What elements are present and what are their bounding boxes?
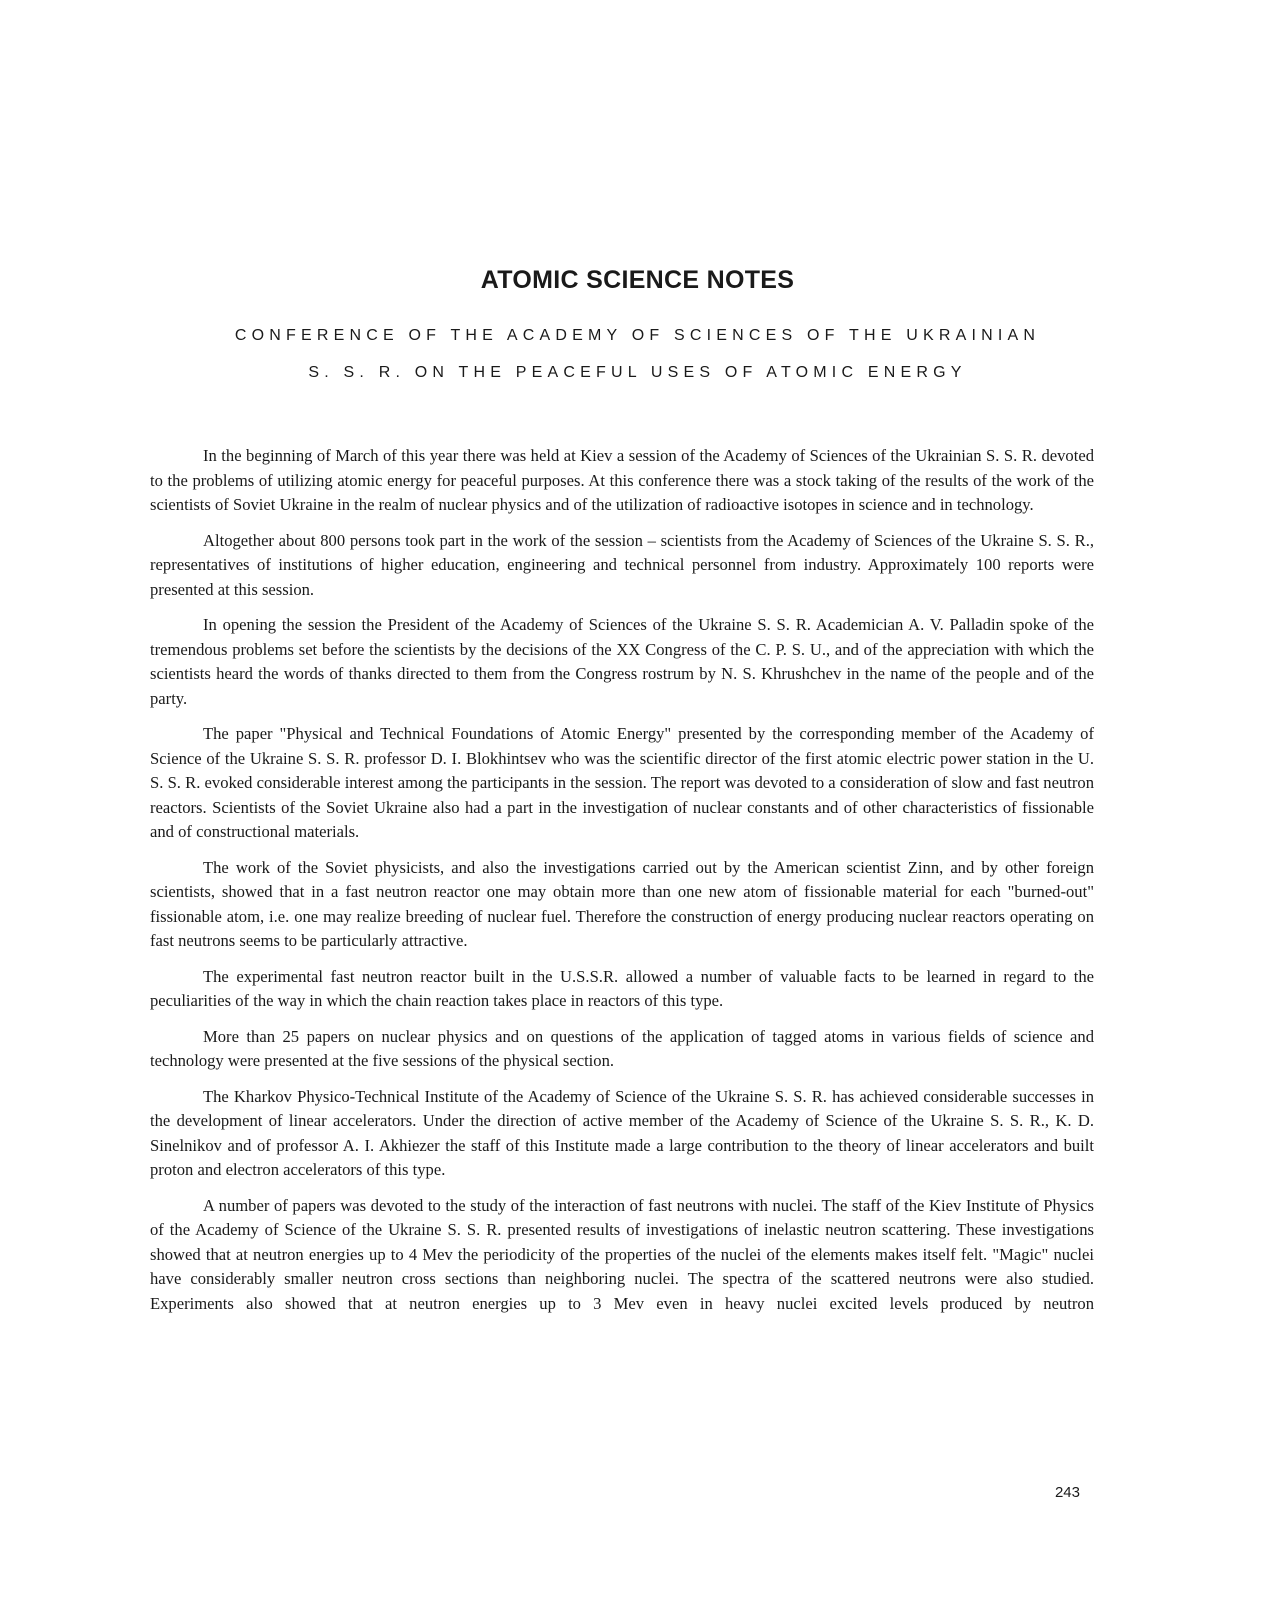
page-number: 243 [1054,1484,1080,1501]
paragraph-8: The Kharkov Physico-Technical Institute of the Academy of Science of the Ukraine S. S. R. has achieved considerable successes in the development of linear accelerators. Under the direction of active member of the Academy of Science of the Ukraine S. S. R., K. D. Sinelnikov and of professor A. I. Akhiezer the staff of this Institute made a large contribution to the theory of linear accelerators and built proton and electron accelerators of this type. [150,1086,1094,1179]
paragraph-5: The work of the Soviet physicists, and also the investigations carried out by the American scientist Zinn, and by other foreign scientists, showed that in a fast neutron reactor one may obtain more than one new atom of fissionable material for each "burned-out" fissionable atom, i.e. one may realize breeding of nuclear fuel. Therefore the construction of energy producing nuclear reactors operating on fast neutrons seems to be particularly attractive. [150,857,1094,950]
subtitle-line-2: S. S. R. ON THE PEACEFUL USES OF ATOMIC ENERGY [308,364,967,381]
paragraph-6: The experimental fast neutron reactor built in the U.S.S.R. allowed a number of valuable facts to be learned in regard to the peculiarities of the way in which the chain reaction takes place in reactors of this type. [150,966,1094,1010]
paragraph-2: Altogether about 800 persons took part in the work of the session – scientists from the Academy of Sciences of the Ukraine S. S. R., representatives of institutions of higher education, engineering and technical personnel from industry. Approximately 100 reports were presented at this session. [150,530,1094,599]
paragraph-9: A number of papers was devoted to the study of the interaction of fast neutrons with nuclei. The staff of the Kiev Institute of Physics of the Academy of Science of the Ukraine S. S. R. presented results of investigations of inelastic neutron scattering. These investigations showed that at neutron energies up to 4 Mev the periodicity of the properties of the nuclei of the elements makes itself felt. "Magic" nuclei have considerably smaller neutron cross sections than neighboring nuclei. The spectra of the scattered neutrons were also studied. Experiments also showed that at neutron energies up to 3 Mev even in heavy nuclei excited levels produced by neutron [150,1195,1094,1313]
subtitle-line-1: CONFERENCE OF THE ACADEMY OF SCIENCES OF THE UKRAINIAN [234,327,1041,344]
article-body [150,444,1094,1327]
paragraph-3: In opening the session the President of the Academy of Sciences of the Ukraine S. S. R. Academician A. V. Palladin spoke of the tremendous problems set before the scientists by the decisions of the XX Congress of the C. P. S. U., and of the appreciation with which the scientists heard the words of thanks directed to them from the Congress rostrum by N. S. Khrushchev in the name of the people and of the party. [150,615,1094,708]
paragraph-4: The paper "Physical and Technical Foundations of Atomic Energy" presented by the corresponding member of the Academy of Science of the Ukraine S. S. R. professor D. I. Blokhintsev who was the scientific director of the first atomic electric power station in the U. S. S. R. evoked considerable interest among the participants in the session. The report was devoted to a consideration of slow and fast neutron reactors. Scientists of the Soviet Ukraine also had a part in the investigation of nuclear constants and of other characteristics of fissionable and of constructional materials. [150,724,1094,841]
paragraph-7: More than 25 papers on nuclear physics and on questions of the application of tagged atoms in various fields of science and technology were presented at the five sessions of the physical section. [150,1026,1094,1070]
paragraph-1: In the beginning of March of this year there was held at Kiev a session of the Academy of Sciences of the Ukrainian S. S. R. devoted to the problems of utilizing atomic energy for peaceful purposes. At this conference there was a stock taking of the results of the work of the scientists of Soviet Ukraine in the realm of nuclear physics and of the utilization of radioactive isotopes in science and in technology. [150,446,1094,514]
page-title: ATOMIC SCIENCE NOTES [480,266,795,294]
